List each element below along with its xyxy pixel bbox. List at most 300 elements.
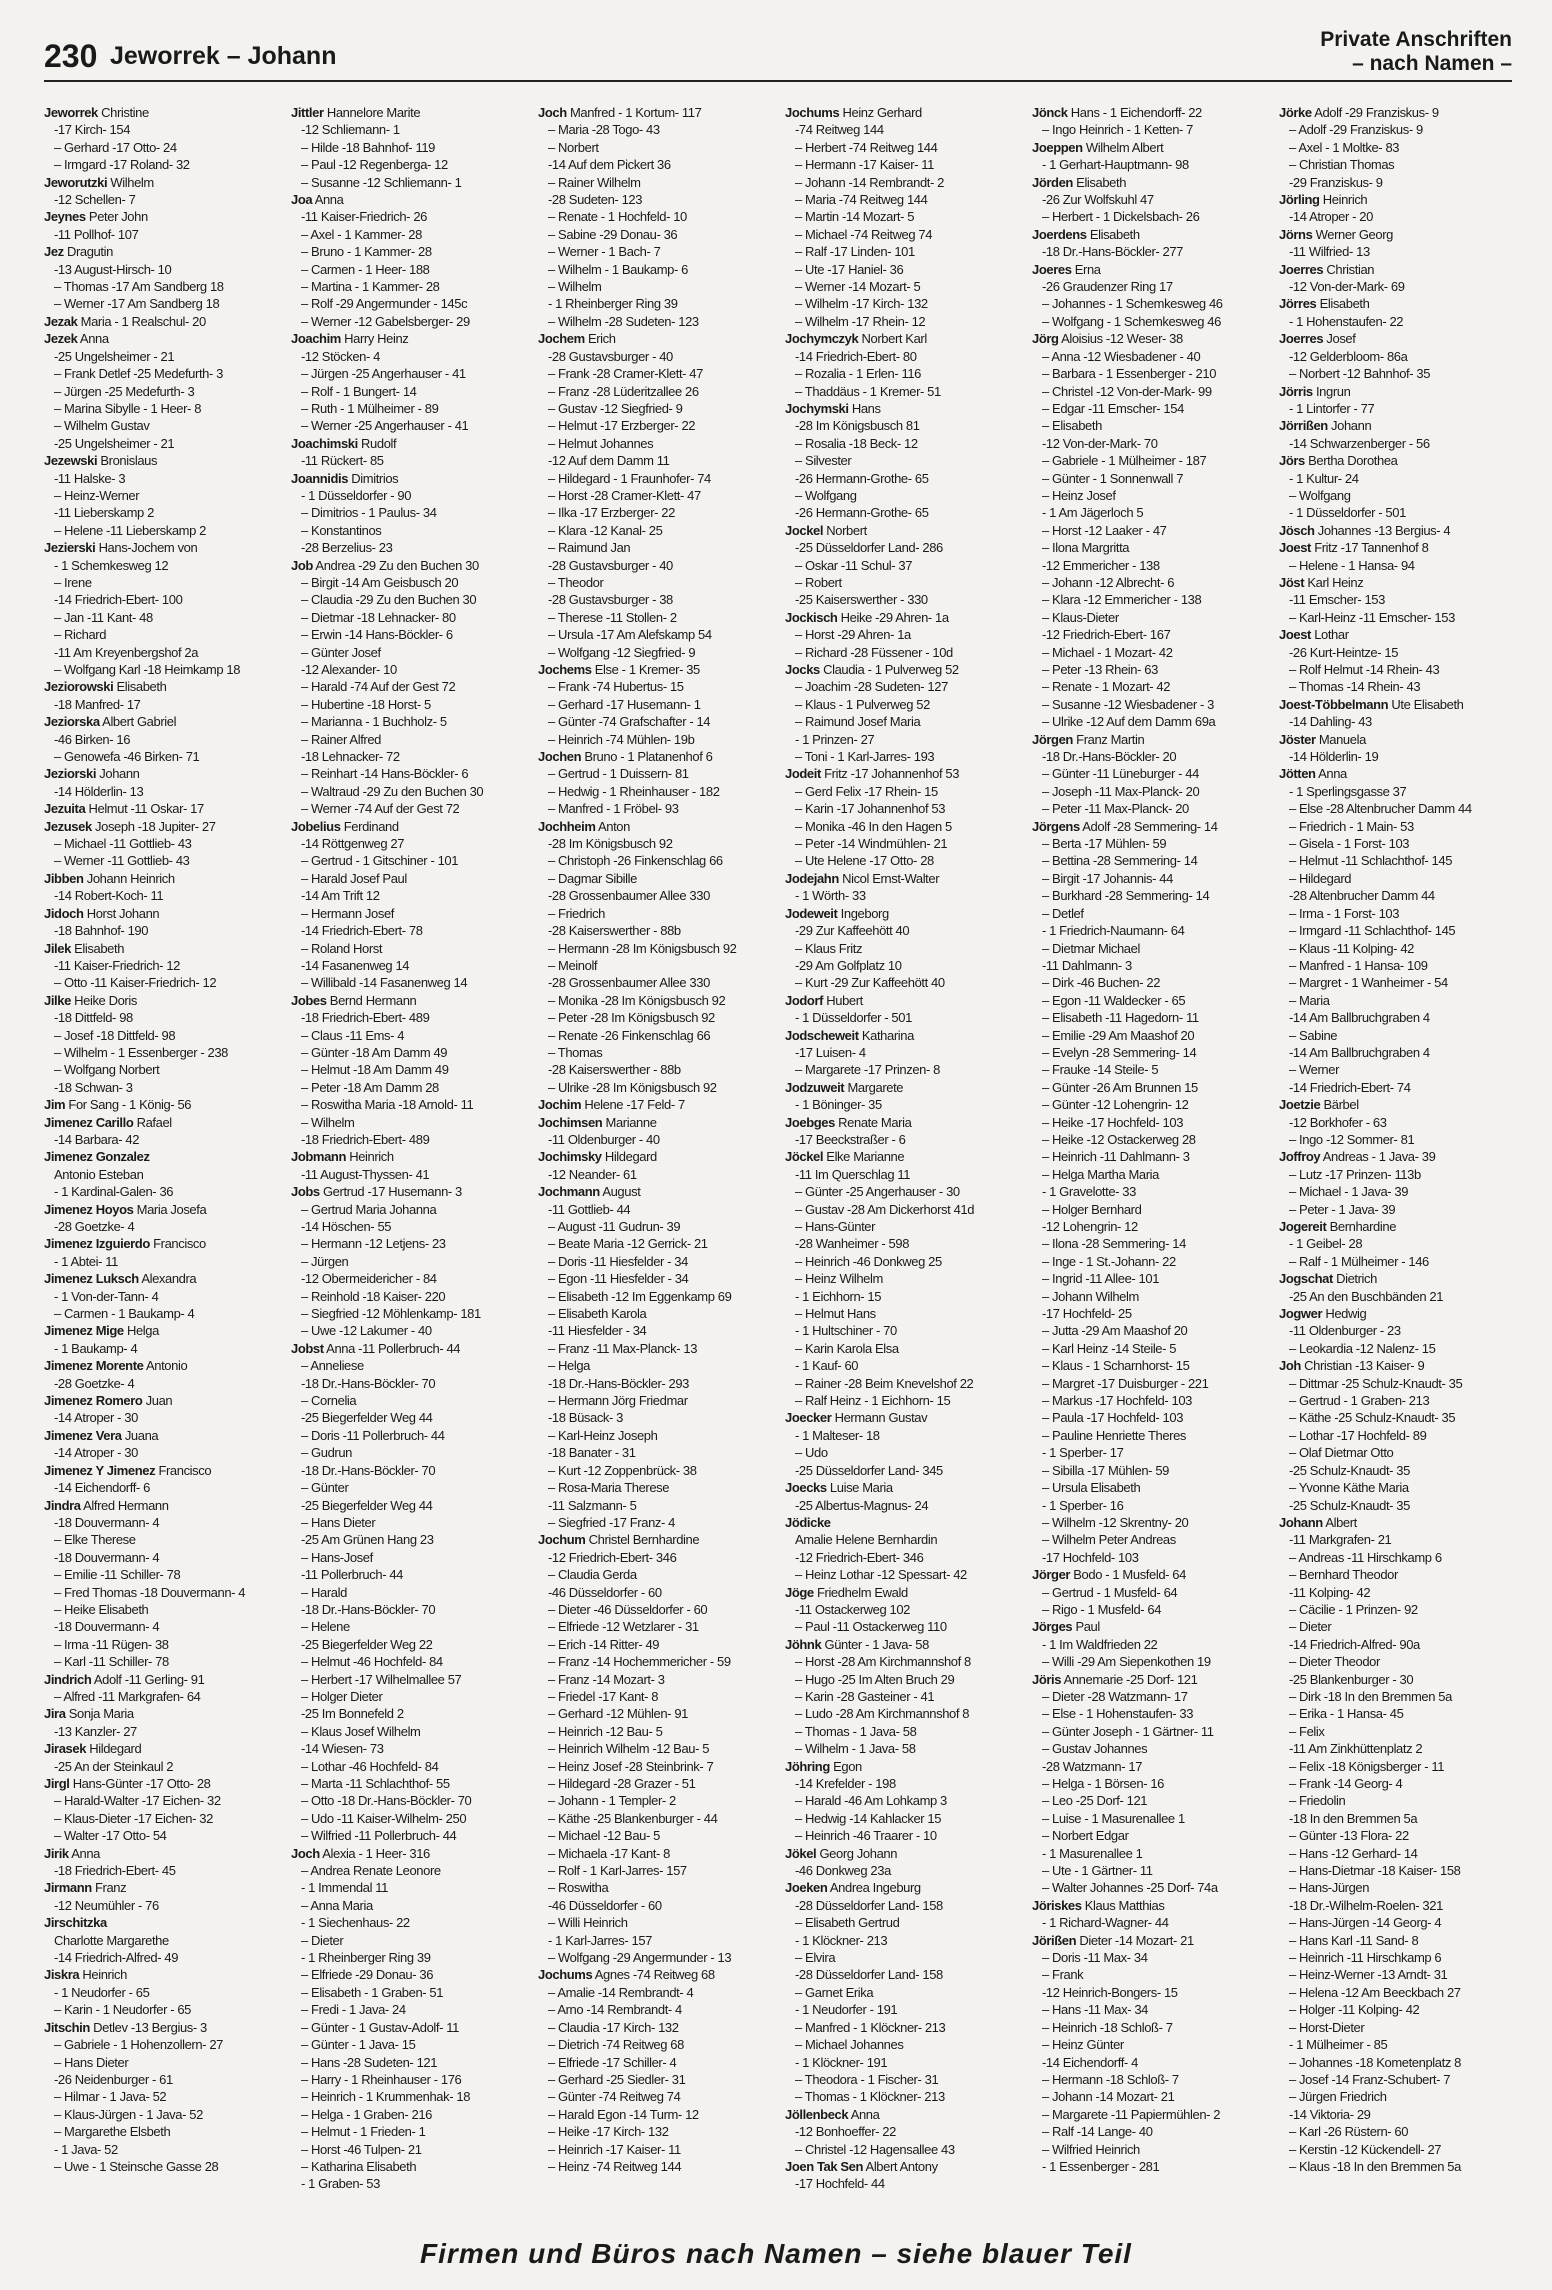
entry-text: – Wilhelm - 1 Java- 58 (795, 1741, 916, 1757)
entry-text: – Harald (301, 1584, 347, 1600)
entry-line (1032, 1340, 1267, 1357)
entry-text: – Arno -14 Rembrandt- 4 (548, 2002, 682, 2018)
entry-text: Anna (850, 2106, 880, 2122)
entry-surname: Jindra (44, 1497, 81, 1513)
entry-text: – Michael - 1 Mozart- 42 (1042, 644, 1173, 660)
entry-line (1032, 156, 1267, 173)
entry-text: – Hermann Josef (301, 905, 394, 921)
entry-text: – Günter Josef (301, 644, 381, 660)
entry-line (785, 957, 1020, 974)
entry-line (538, 226, 773, 243)
entry-line (1279, 1322, 1514, 1339)
entry-head (538, 748, 773, 765)
entry-text: – Egon -11 Waldecker - 65 (1042, 992, 1186, 1008)
entry-text: – Rolf -29 Angermunder - 145c (301, 296, 468, 312)
entry-head (1279, 226, 1514, 243)
entry-line (1032, 348, 1267, 365)
entry-text: – Wolfgang -12 Siegfried- 9 (548, 644, 696, 660)
entry-line (1032, 1966, 1267, 1983)
entry-text: – Wilhelm -17 Rhein- 12 (795, 313, 926, 329)
page-header (44, 28, 1512, 82)
entry-surname: Joest (1279, 627, 1311, 643)
entry-head (785, 905, 1020, 922)
entry-text: – Ralf - 1 Mülheimer - 146 (1289, 1253, 1429, 1269)
entry-line (1279, 1775, 1514, 1792)
entry-surname: Jörgen (1032, 731, 1073, 747)
entry-text: – Horst -28 Cramer-Klett- 47 (548, 487, 701, 503)
entry-line (291, 1897, 526, 1914)
entry-text: – Günter Joseph - 1 Gärtner- 11 (1042, 1723, 1214, 1739)
entry-head (44, 1427, 279, 1444)
entry-text: – Maria -74 Reitweg 144 (795, 192, 928, 208)
entry-text: – Klaus-Dieter -17 Eichen- 32 (54, 1810, 213, 1826)
entry-text: – Helmut Johannes (548, 435, 654, 451)
entry-line (785, 1618, 1020, 1635)
entry-text: – Hubertine -18 Horst- 5 (301, 696, 431, 712)
entry-line (538, 139, 773, 156)
entry-line (785, 626, 1020, 643)
entry-line (44, 2158, 279, 2175)
entry-head (1032, 731, 1267, 748)
entry-text: – Elisabeth Gertrud (795, 1915, 900, 1931)
entry-line (538, 1340, 773, 1357)
entry-text: -28 Im Königsbusch 92 (548, 836, 673, 852)
entry-text: – Paul -12 Regenberga- 12 (301, 157, 448, 173)
entry-line (785, 1688, 1020, 1705)
entry-head (1279, 696, 1514, 713)
entry-text: – Hans Dieter (54, 2054, 129, 2070)
entry-line (291, 1740, 526, 1757)
entry-text: – Thomas - 1 Java- 58 (795, 1723, 917, 1739)
entry-text: -11 Rückert- 85 (301, 453, 384, 469)
entry-surname: Jezusek (44, 818, 92, 834)
entry-line (1279, 557, 1514, 574)
entry-text: Dietrich (1336, 1271, 1377, 1287)
entry-text: – Christel -12 Von-der-Mark- 99 (1042, 383, 1212, 399)
entry-text: – Claus -11 Ems- 4 (301, 1027, 405, 1043)
entry-head (1279, 626, 1514, 643)
entry-head (44, 1357, 279, 1374)
entry-surname: Jezierski (44, 540, 96, 556)
entry-line (1279, 1879, 1514, 1896)
entry-text: – Heinz -74 Reitweg 144 (548, 2158, 682, 2174)
entry-line (44, 852, 279, 869)
entry-surname: Jörris (1279, 383, 1313, 399)
entry-head (44, 1497, 279, 1514)
entry-text: – Ursula Elisabeth (1042, 1480, 1141, 1496)
entry-text: -28 Grossenbaumer Allee 330 (548, 888, 710, 904)
entry-text: – Rolf Helmut -14 Rhein- 43 (1289, 662, 1440, 677)
entry-line (1032, 1096, 1267, 1113)
entry-line (44, 400, 279, 417)
entry-head (785, 1584, 1020, 1601)
entry-line (785, 1671, 1020, 1688)
entry-text: -14 Schwarzenberger - 56 (1289, 435, 1430, 451)
entry-line (44, 1444, 279, 1461)
entry-line (291, 1879, 526, 1896)
entry-line (785, 313, 1020, 330)
entry-text: – Gerhard -12 Mühlen- 91 (548, 1706, 688, 1722)
entry-text: – Käthe -25 Schulz-Knaudt- 35 (1289, 1410, 1456, 1426)
entry-text: – Willi Heinrich (548, 1915, 628, 1931)
entry-head (44, 765, 279, 782)
entry-text: – Helmut -46 Hochfeld- 84 (301, 1654, 443, 1670)
entry-line (785, 1775, 1020, 1792)
entry-text: Katharina (861, 1027, 914, 1043)
entry-text: - 1 Sperlingsgasse 37 (1289, 783, 1407, 799)
entry-head (44, 1879, 279, 1896)
entry-text: – Felix (1289, 1723, 1325, 1739)
entry-line (44, 922, 279, 939)
entry-line (538, 626, 773, 643)
entry-text: – Axel - 1 Kammer- 28 (301, 226, 422, 242)
entry-text: – Klaus-Jürgen - 1 Java- 52 (54, 2106, 203, 2122)
entry-line (1032, 452, 1267, 469)
entry-text: – Ilona Margritta (1042, 540, 1130, 556)
entry-head (291, 1845, 526, 1862)
directory-column-6 (1279, 104, 1514, 2214)
entry-text: -14 Friedrich-Alfred- 49 (54, 1950, 179, 1966)
entry-line (538, 922, 773, 939)
entry-surname: Jodzuweit (785, 1079, 845, 1095)
entry-line (1279, 1340, 1514, 1357)
entry-line (1279, 1375, 1514, 1392)
entry-text: Manfred - 1 Kortum- 117 (569, 105, 702, 120)
entry-text: -14 Friedrich-Ebert- 80 (795, 348, 917, 364)
entry-text: -14 Eichendorff- 4 (1042, 2054, 1138, 2070)
entry-line (291, 452, 526, 469)
entry-text: -11 Gottlieb- 44 (548, 1201, 631, 1217)
entry-head (44, 800, 279, 817)
entry-text: Wilhelm Albert (1085, 139, 1164, 155)
entry-text: – Johannes -18 Kometenplatz 8 (1289, 2054, 1461, 2070)
entry-line (538, 1497, 773, 1514)
entry-text: -28 Kaiserswerther - 88b (548, 1062, 681, 1078)
entry-text: – Helmut -11 Schlachthof- 145 (1289, 853, 1453, 869)
entry-text: – Gerhard -17 Otto- 24 (54, 139, 177, 155)
entry-line (538, 1009, 773, 1026)
entry-text: Adolf -11 Gerling- 91 (93, 1671, 205, 1687)
entry-line (538, 974, 773, 991)
entry-surname: Jochim (538, 1097, 582, 1113)
entry-line (785, 2123, 1020, 2140)
entry-text: -17 Hochfeld- 25 (1042, 1306, 1132, 1322)
entry-line (785, 243, 1020, 260)
entry-line (291, 1061, 526, 1078)
entry-text: – Gertrud - 1 Graben- 213 (1289, 1393, 1430, 1409)
entry-surname: Jodeweit (785, 905, 838, 921)
entry-text: Johann (1331, 418, 1372, 434)
entry-text: – Claudia -17 Kirch- 132 (548, 2019, 679, 2035)
entry-line (1032, 1740, 1267, 1757)
entry-line (538, 1253, 773, 1270)
entry-text: -28 Im Königsbusch 81 (795, 418, 920, 434)
entry-line (1279, 2001, 1514, 2018)
entry-text: – Luise - 1 Masurenallee 1 (1042, 1810, 1185, 1826)
entry-line (538, 731, 773, 748)
entry-text: Anna -11 Pollerbruch- 44 (326, 1340, 461, 1356)
entry-surname: Jibben (44, 870, 84, 886)
entry-line (538, 470, 773, 487)
entry-text: Johann Heinrich (86, 870, 175, 886)
entry-line (785, 1009, 1020, 1026)
entry-head (785, 992, 1020, 1009)
entry-text: – Katharina Elisabeth (301, 2158, 417, 2174)
entry-line (1032, 713, 1267, 730)
entry-text: – Herbert - 1 Dickelsbach- 26 (1042, 209, 1200, 225)
entry-line (785, 940, 1020, 957)
entry-line (785, 1601, 1020, 1618)
entry-text: – Hermann -12 Letjens- 23 (301, 1236, 446, 1252)
entry-line (538, 313, 773, 330)
entry-line (538, 1270, 773, 1287)
entry-head (785, 1879, 1020, 1896)
entry-text: -12 Lohengrin- 12 (1042, 1219, 1138, 1234)
entry-line (538, 1601, 773, 1618)
entry-text: -14 Auf dem Pickert 36 (548, 157, 671, 173)
entry-text: – Johann -14 Rembrandt- 2 (795, 174, 944, 190)
entry-text: – Johann Wilhelm (1042, 1288, 1139, 1304)
entry-line (538, 1914, 773, 1931)
entry-line (1032, 1584, 1267, 1601)
entry-text: -28 Altenbrucher Damm 44 (1289, 888, 1435, 904)
entry-text: -11 Halske- 3 (54, 470, 126, 486)
entry-head (291, 1340, 526, 1357)
entry-text: - 1 Neudorfer - 191 (795, 2002, 898, 2018)
entry-text: – Heinz-Werner (54, 487, 140, 503)
entry-head (44, 1705, 279, 1722)
entry-text: - 1 Am Jägerloch 5 (1042, 505, 1144, 521)
entry-text: -25 Schulz-Knaudt- 35 (1289, 1497, 1410, 1513)
entry-head (1279, 1096, 1514, 1113)
entry-text: – Margret -17 Duisburger - 221 (1042, 1375, 1209, 1391)
entry-head (44, 1914, 279, 1931)
entry-head (44, 1235, 279, 1252)
entry-line (1032, 1462, 1267, 1479)
entry-line (291, 365, 526, 382)
entry-text: Hildegard (604, 1149, 657, 1165)
entry-line (785, 1914, 1020, 1931)
entry-surname: Jörke (1279, 105, 1312, 120)
entry-surname: Job (291, 557, 313, 573)
entry-text: - 1 Wörth- 33 (795, 888, 866, 904)
entry-line (44, 2141, 279, 2158)
entry-line (538, 1479, 773, 1496)
entry-line (538, 2054, 773, 2071)
entry-line (785, 887, 1020, 904)
entry-text: – Heinrich -18 Schloß- 7 (1042, 2019, 1173, 2035)
entry-line (291, 1409, 526, 1426)
entry-line (538, 1027, 773, 1044)
entry-text: - 1 Düsseldorfer - 501 (795, 1010, 912, 1026)
entry-line (291, 1705, 526, 1722)
entry-text: Paul (1075, 1619, 1100, 1635)
entry-line (1032, 1479, 1267, 1496)
entry-line (1032, 974, 1267, 991)
entry-line (1032, 191, 1267, 208)
entry-text: -12 Heinrich-Bongers- 15 (1042, 1984, 1178, 2000)
entry-text: – Manfred - 1 Hansa- 109 (1289, 957, 1428, 973)
entry-line (44, 1584, 279, 1601)
entry-text: – Frank -14 Georg- 4 (1289, 1776, 1403, 1791)
entry-text: – Yvonne Käthe Maria (1289, 1480, 1409, 1496)
entry-line (1032, 1131, 1267, 1148)
entry-line (538, 678, 773, 695)
entry-text: – Wolfgang Karl -18 Heimkamp 18 (54, 662, 241, 677)
entry-line (785, 1061, 1020, 1078)
entry-text: Bernhardine (1329, 1219, 1397, 1234)
entry-head (44, 870, 279, 887)
entry-line (1032, 121, 1267, 138)
entry-text: – Birgit -14 Am Geisbusch 20 (301, 574, 459, 590)
entry-line (1279, 1288, 1514, 1305)
entry-text: -25 Biegerfelder Weg 44 (301, 1497, 433, 1513)
entry-line (44, 1340, 279, 1357)
entry-line (1032, 487, 1267, 504)
entry-text: – Wolfgang - 1 Schemkesweg 46 (1042, 313, 1221, 329)
entry-surname: Jirik (44, 1845, 69, 1861)
entry-text: – Rainer -28 Beim Knevelshof 22 (795, 1375, 974, 1391)
entry-line (291, 1305, 526, 1322)
entry-text: -12 Friedrich-Ebert- 346 (548, 1549, 677, 1565)
entry-text: – Bernhard Theodor (1289, 1567, 1398, 1583)
entry-surname: Jörrißen (1279, 418, 1328, 434)
entry-line (538, 1201, 773, 1218)
entry-text: – Inge - 1 St.-Johann- 22 (1042, 1253, 1176, 1269)
entry-line (1279, 1479, 1514, 1496)
entry-line (44, 1514, 279, 1531)
entry-line (291, 1566, 526, 1583)
entry-line (1279, 1253, 1514, 1270)
entry-text: – Herbert -17 Wilhelmallee 57 (301, 1671, 462, 1687)
entry-line (785, 278, 1020, 295)
entry-text: -18 Douvermann- 4 (54, 1514, 160, 1530)
entry-line (291, 2001, 526, 2018)
entry-line (1279, 1705, 1514, 1722)
entry-line (538, 365, 773, 382)
entry-line (44, 1044, 279, 1061)
entry-line (785, 2141, 1020, 2158)
entry-head (1032, 1566, 1267, 1583)
entry-surname: Joch (291, 1845, 320, 1861)
entry-text: – Fred Thomas -18 Douvermann- 4 (54, 1584, 246, 1600)
entry-surname: Jezak (44, 313, 78, 329)
entry-text: – Hans-Günter (795, 1219, 876, 1234)
entry-line (1279, 208, 1514, 225)
entry-text: – Axel - 1 Moltke- 83 (1289, 139, 1400, 155)
entry-text: Werner Georg (1315, 226, 1393, 242)
entry-surname: Joffroy (1279, 1149, 1321, 1165)
entry-line (785, 1340, 1020, 1357)
entry-line (538, 887, 773, 904)
entry-head (1279, 522, 1514, 539)
entry-line (291, 1914, 526, 1931)
entry-line (538, 644, 773, 661)
entry-line (538, 504, 773, 521)
entry-line (538, 295, 773, 312)
entry-head (1279, 452, 1514, 469)
entry-text: – Wilhelm Gustav (54, 418, 150, 434)
entry-text: – Günter -12 Lohengrin- 12 (1042, 1097, 1189, 1113)
entry-line (538, 278, 773, 295)
entry-line (291, 1235, 526, 1252)
entry-surname: Jochums (785, 105, 840, 120)
entry-text: - 1 Java- 52 (54, 2141, 118, 2157)
entry-line (1032, 1392, 1267, 1409)
entry-line (44, 383, 279, 400)
entry-line (291, 1375, 526, 1392)
entry-line (1279, 1966, 1514, 1983)
entry-head (44, 940, 279, 957)
entry-text: Christian -13 Kaiser- 9 (1304, 1358, 1425, 1374)
entry-text: – Peter -28 Im Königsbusch 92 (548, 1010, 715, 1026)
entry-line (538, 1305, 773, 1322)
entry-text: – Edgar -11 Emscher- 154 (1042, 400, 1184, 416)
entry-text: -12 Gelderbloom- 86a (1289, 348, 1408, 364)
entry-text: -14 Hölderlin- 19 (1289, 749, 1379, 765)
entry-text: – Dimitrios - 1 Paulus- 34 (301, 505, 437, 521)
entry-line (44, 1984, 279, 2001)
entry-text: -18 Dr.-Hans-Böckler- 20 (1042, 749, 1177, 765)
entry-text: – Elfriede -17 Schiller- 4 (548, 2054, 677, 2070)
entry-line (785, 383, 1020, 400)
entry-text: – Doris -11 Max- 34 (1042, 1950, 1148, 1966)
entry-line (291, 835, 526, 852)
entry-text: Albert (1325, 1514, 1357, 1530)
entry-text: -26 Kurt-Heintze- 15 (1289, 644, 1399, 660)
entry-line (538, 1671, 773, 1688)
entry-surname: Jezuita (44, 801, 86, 817)
entry-line (785, 713, 1020, 730)
entry-line (44, 295, 279, 312)
entry-line (1032, 504, 1267, 521)
entry-text: – Jürgen (301, 1253, 349, 1269)
entry-text: – Renate -26 Finkenschlag 66 (548, 1027, 711, 1043)
entry-head (538, 1966, 773, 1983)
entry-line (291, 1862, 526, 1879)
entry-text: – Fredi - 1 Java- 24 (301, 2002, 406, 2018)
entry-line (291, 156, 526, 173)
entry-line (1279, 678, 1514, 695)
entry-text: -28 Gustavsburger - 40 (548, 348, 673, 364)
entry-text: Hans-Günter -17 Otto- 28 (72, 1776, 211, 1791)
entry-surname: Jochen (538, 749, 582, 765)
entry-text: -17 Beeckstraßer - 6 (795, 1131, 906, 1147)
entry-line (1279, 940, 1514, 957)
entry-head (1032, 1897, 1267, 1914)
entry-text: -14 Atroper - 20 (1289, 209, 1373, 225)
entry-line (785, 1723, 1020, 1740)
entry-text: – Andrea Renate Leonore (301, 1863, 441, 1879)
entry-line (291, 1497, 526, 1514)
entry-text: -26 Graudenzer Ring 17 (1042, 279, 1173, 295)
entry-line (785, 365, 1020, 382)
entry-text: - 1 Sperber- 16 (1042, 1497, 1124, 1513)
entry-surname: Jochmann (538, 1184, 600, 1200)
entry-text: – Walter Johannes -25 Dorf- 74a (1042, 1880, 1218, 1896)
entry-line (785, 1322, 1020, 1339)
entry-surname: Jirgl (44, 1776, 70, 1791)
entry-line (538, 261, 773, 278)
entry-line (291, 2106, 526, 2123)
entry-text: – Elvira (795, 1950, 836, 1966)
entry-line (1279, 1183, 1514, 1200)
entry-surname: Jogereit (1279, 1219, 1327, 1234)
entry-surname: Jöriskes (1032, 1897, 1082, 1913)
entry-line (1032, 295, 1267, 312)
entry-line (291, 1758, 526, 1775)
entry-line (44, 1636, 279, 1653)
